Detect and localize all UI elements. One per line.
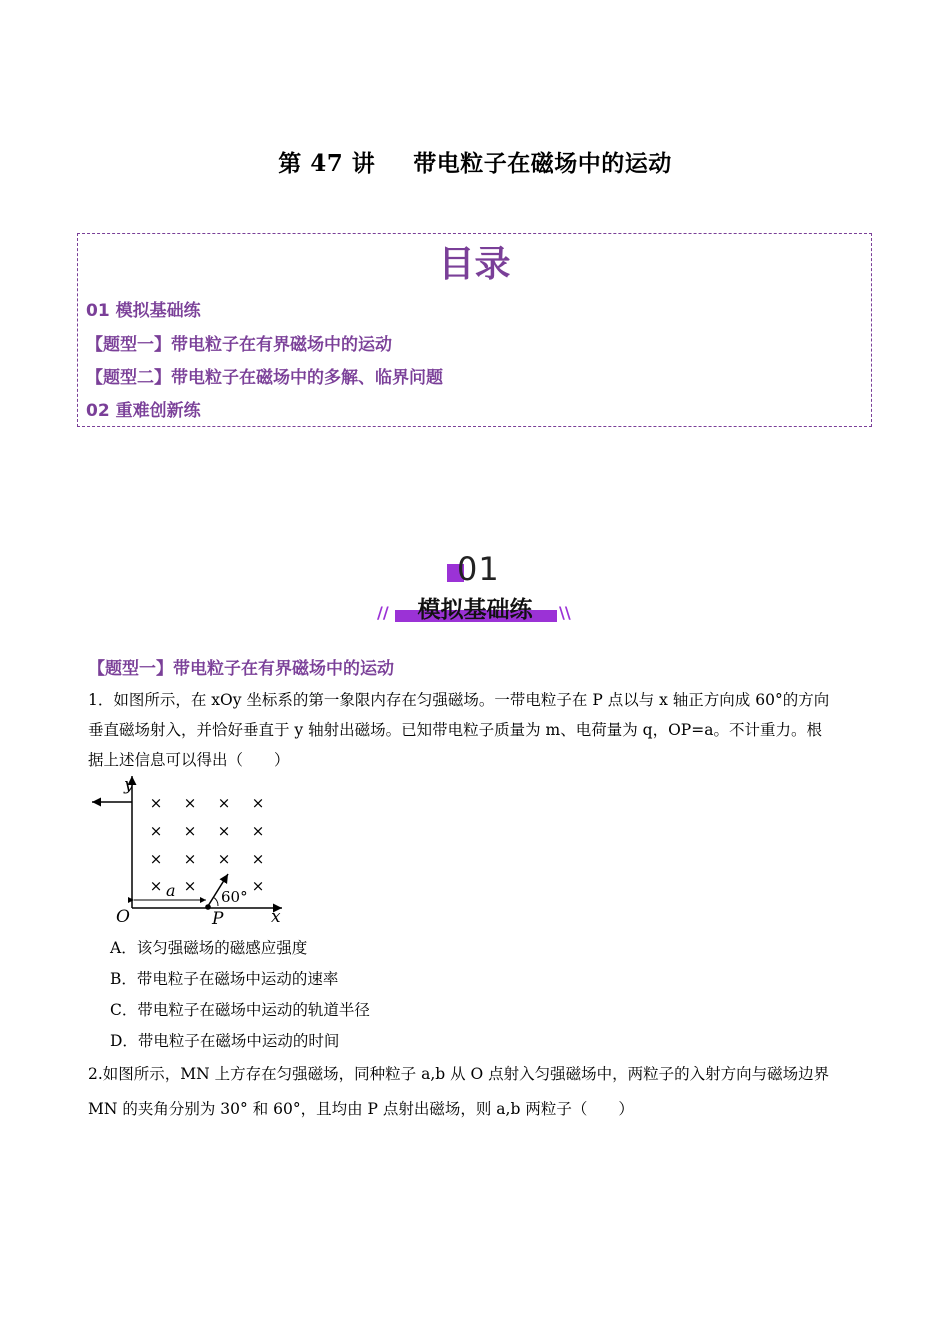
svg-text:×: × (183, 850, 197, 868)
toc-item-basic[interactable]: 01 模拟基础练 (86, 301, 201, 321)
svg-text:×: × (149, 794, 163, 812)
q1-magnetic-field-figure (86, 770, 296, 930)
svg-text:×: × (149, 877, 163, 895)
svg-text:×: × (251, 850, 265, 868)
svg-text:×: × (183, 822, 197, 840)
svg-text:×: × (251, 822, 265, 840)
angle-label: 60° (221, 888, 248, 906)
svg-text:×: × (183, 877, 197, 895)
svg-text:×: × (183, 794, 197, 812)
q1-text-line-1: 1．如图所示，在 xOy 坐标系的第一象限内存在匀强磁场。一带电粒子在 P 点以与 x 轴正方向成 60°的方向 (88, 691, 830, 709)
section-banner (375, 591, 575, 629)
svg-text:×: × (251, 877, 265, 895)
angle-arc (213, 897, 218, 906)
lecture-topic: 带电粒子在磁场中的运动 (413, 150, 672, 177)
q2-text-line-1: 2.如图所示，MN 上方存在匀强磁场，同种粒子 a,b 从 O 点射入匀强磁场中，两粒子的入射方向与磁场边界 (88, 1065, 830, 1083)
q1-text-line-2: 垂直磁场射入，并恰好垂直于 y 轴射出磁场。已知带电粒子质量为 m、电荷量为 q，OP=a。不计重力。根 (88, 721, 822, 739)
x-axis-label: x (271, 907, 281, 927)
svg-text:×: × (217, 822, 231, 840)
point-p-label: P (212, 909, 224, 929)
toc-item-advanced[interactable]: 02 重难创新练 (86, 401, 201, 421)
svg-text:×: × (149, 822, 163, 840)
origin-label: O (116, 907, 130, 927)
point-p (205, 904, 211, 910)
question-type-heading: 【题型一】带电粒子在有界磁场中的运动 (88, 659, 394, 679)
svg-text:×: × (217, 850, 231, 868)
toc-item-type-one[interactable]: 【题型一】带电粒子在有界磁场中的运动 (86, 335, 392, 355)
svg-text:×: × (251, 794, 265, 812)
q1-text-line-3: 据上述信息可以得出（ ） (88, 751, 290, 769)
y-axis-label: y (124, 775, 134, 795)
distance-a-label: a (166, 881, 176, 900)
right-slash-decoration: \\ (559, 603, 571, 622)
section-number (445, 548, 505, 588)
left-slash-decoration: // (377, 603, 389, 622)
q1-option-b[interactable]: B．带电粒子在磁场中运动的速率 (110, 970, 339, 988)
field-crosses (150, 794, 265, 895)
svg-text:×: × (149, 850, 163, 868)
toc-heading: 目录 (438, 244, 511, 285)
page-title (0, 145, 950, 178)
toc-item-type-two[interactable]: 【题型二】带电粒子在磁场中的多解、临界问题 (86, 368, 443, 388)
lecture-number: 第 47 讲 (278, 150, 376, 177)
section-name: 模拟基础练 (417, 597, 533, 623)
svg-text:×: × (217, 794, 231, 812)
table-of-contents (77, 233, 872, 427)
q1-option-d[interactable]: D．带电粒子在磁场中运动的时间 (110, 1032, 340, 1050)
section-number-text: 01 (457, 550, 500, 588)
q1-option-c[interactable]: C．带电粒子在磁场中运动的轨道半径 (110, 1001, 370, 1019)
q1-option-a[interactable]: A．该匀强磁场的磁感应强度 (110, 939, 308, 957)
q2-text-line-2: MN 的夹角分别为 30° 和 60°，且均由 P 点射出磁场，则 a,b 两粒子（ ） (88, 1100, 634, 1118)
